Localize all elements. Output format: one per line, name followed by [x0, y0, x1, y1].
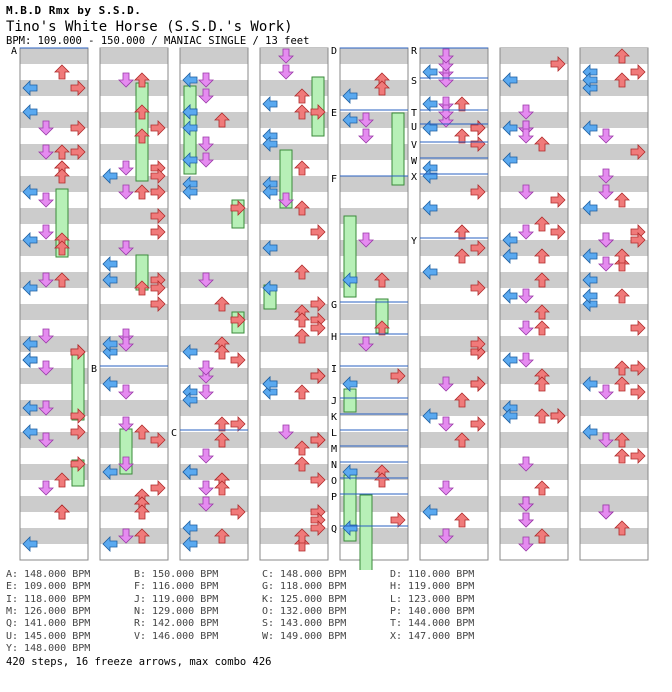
- bpm-change-entry: X: 147.000 BPM: [390, 630, 475, 642]
- chart-author-title: M.B.D Rmx by S.S.D.: [6, 4, 142, 17]
- bpm-change-entry: Q: 141.000 BPM: [6, 618, 91, 630]
- chart-column: [180, 48, 248, 560]
- section-marker: J: [331, 396, 338, 407]
- section-marker: F: [331, 174, 338, 185]
- bpm-change-entry: I: 118.000 BPM: [6, 593, 91, 605]
- bpm-change-entry: H: 119.000 BPM: [390, 581, 475, 593]
- section-marker: I: [331, 364, 338, 375]
- section-marker: R: [411, 46, 418, 57]
- song-title: Tino's White Horse (S.S.D.'s Work): [6, 19, 293, 35]
- section-marker: C: [171, 428, 178, 439]
- section-marker: E: [331, 108, 338, 119]
- section-marker: B: [91, 364, 98, 375]
- chart-summary: 420 steps, 16 freeze arrows, max combo 426: [6, 656, 272, 668]
- section-marker: T: [411, 108, 418, 119]
- section-marker: M: [331, 444, 338, 455]
- section-marker: P: [331, 492, 338, 503]
- bpm-change-entry: V: 146.000 BPM: [134, 630, 219, 642]
- section-marker: W: [411, 156, 418, 167]
- chart-column: [20, 48, 88, 560]
- bpm-change-entry: S: 143.000 BPM: [262, 618, 347, 630]
- section-marker: Q: [331, 524, 338, 535]
- chart-column: [580, 48, 648, 560]
- section-marker: Y: [411, 236, 418, 247]
- chart-column: [340, 48, 408, 570]
- chart-info: BPM: 109.000 - 150.000 / MANIAC SINGLE / 13 feet: [6, 35, 310, 47]
- bpm-change-entry: J: 119.000 BPM: [134, 593, 219, 605]
- chart-column: [500, 48, 568, 560]
- bpm-change-entry: W: 149.000 BPM: [262, 630, 347, 642]
- bpm-change-entry: M: 126.000 BPM: [6, 605, 91, 617]
- section-marker: A: [11, 46, 18, 57]
- section-marker: L: [331, 428, 338, 439]
- section-marker: X: [411, 172, 418, 183]
- bpm-change-entry: T: 144.000 BPM: [390, 618, 475, 630]
- section-marker: D: [331, 46, 338, 57]
- section-marker: O: [331, 476, 338, 487]
- section-marker: N: [331, 460, 338, 471]
- bpm-change-entry: O: 132.000 BPM: [262, 605, 347, 617]
- bpm-change-entry: E: 109.000 BPM: [6, 581, 91, 593]
- bpm-change-entry: B: 150.000 BPM: [134, 569, 219, 580]
- section-marker: V: [411, 140, 418, 151]
- bpm-change-entry: A: 148.000 BPM: [6, 569, 91, 580]
- bpm-change-entry: U: 145.000 BPM: [6, 630, 91, 642]
- chart-column: [100, 48, 168, 560]
- section-marker: H: [331, 332, 338, 343]
- section-marker: G: [331, 300, 338, 311]
- bpm-change-entry: G: 118.000 BPM: [262, 581, 347, 593]
- bpm-change-entry: N: 129.000 BPM: [134, 605, 219, 617]
- bpm-change-entry: P: 140.000 BPM: [390, 605, 475, 617]
- freeze-arrow-body: [392, 113, 404, 185]
- chart-column: [420, 48, 488, 560]
- bpm-change-entry: K: 125.000 BPM: [262, 593, 347, 605]
- section-marker: S: [411, 76, 418, 87]
- bpm-change-entry: C: 148.000 BPM: [262, 569, 347, 580]
- freeze-arrow-body: [360, 495, 372, 570]
- section-marker: U: [411, 122, 418, 133]
- section-marker: K: [331, 412, 338, 423]
- bpm-change-entry: R: 142.000 BPM: [134, 618, 219, 630]
- bpm-change-entry: Y: 148.000 BPM: [6, 642, 91, 654]
- bpm-change-entry: L: 123.000 BPM: [390, 593, 475, 605]
- bpm-change-entry: D: 110.000 BPM: [390, 569, 475, 580]
- chart-column: [260, 48, 328, 560]
- freeze-arrow-body: [344, 389, 356, 412]
- bpm-change-entry: F: 116.000 BPM: [134, 581, 219, 593]
